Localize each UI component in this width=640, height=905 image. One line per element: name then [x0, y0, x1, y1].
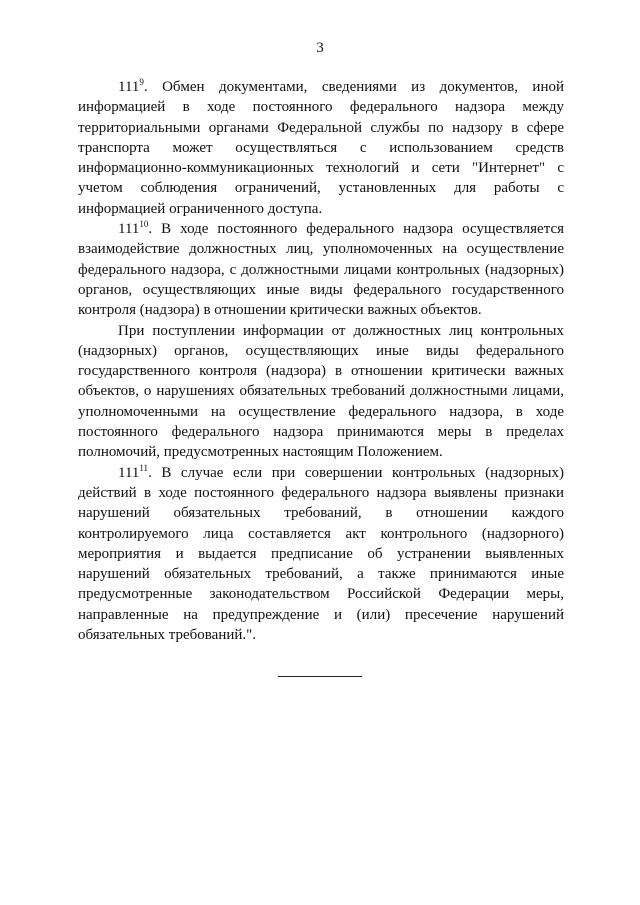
clause-superscript: 9 — [139, 77, 144, 87]
paragraph-111-9 — [78, 77, 564, 219]
paragraph-text: Обмен документами, сведениями из документов, иной информацией в ходе постоянного федерального надзора между территориальными органами Федеральной службы по надзору в сфере транспорта может осуществляться с использованием средств информационно-коммуникационных технологий и сети "Интернет" с учетом соблюдения ограничений, установленных для работы с информацией ограниченного доступа. — [78, 79, 564, 217]
paragraph-111-10 — [78, 219, 564, 320]
paragraph-111-11 — [78, 463, 564, 646]
paragraph-continuation — [78, 321, 564, 463]
clause-separator: . — [143, 79, 163, 95]
paragraph-text: При поступлении информации от должностных лиц контрольных (надзорных) органов, осуществляющих иные виды федерального государственного контроля (надзора) в отношении критически важных объектов, о нарушениях обязательных требований должностными лицами, уполномоченными на осуществление федерального надзора, в ходе постоянного федерального надзора принимаются меры в пределах полномочий, предусмотренных настоящим Положением. — [78, 322, 564, 461]
clause-superscript: 11 — [139, 462, 149, 473]
clause-number: 111 — [118, 464, 140, 481]
paragraph-text: В случае если при совершении контрольных (надзорных) действий в ходе постоянного федерального надзора выявлены признаки нарушений обязательных требований, в отношении каждого контролируемого лица составляется акт контрольного (надзорного) мероприятия и выдается предписание об устранении выявленных нарушений обязательных требований, а также принимаются иные предусмотренные законодательством Российской Федерации меры, направленные на предупреждение и (или) пресечение нарушений обязательных требований.". — [78, 464, 565, 644]
clause-number: 111 — [118, 221, 140, 238]
clause-separator: . — [148, 464, 162, 481]
paragraph-text: В ходе постоянного федерального надзора осуществляется взаимодействие должностных лиц, уполномоченных на осуществление федерального надзора, с должностными лицами контрольных (надзорных) органов, осуществляющих иные виды федерального государственного контроля (надзора) в отношении критически важных объектов. — [78, 221, 565, 319]
clause-superscript: 10 — [139, 219, 149, 230]
clause-separator: . — [148, 221, 162, 238]
clause-number: 111 — [118, 79, 140, 95]
document-body — [78, 77, 564, 645]
page-number: 3 — [316, 40, 324, 56]
end-separator-line — [278, 676, 362, 677]
